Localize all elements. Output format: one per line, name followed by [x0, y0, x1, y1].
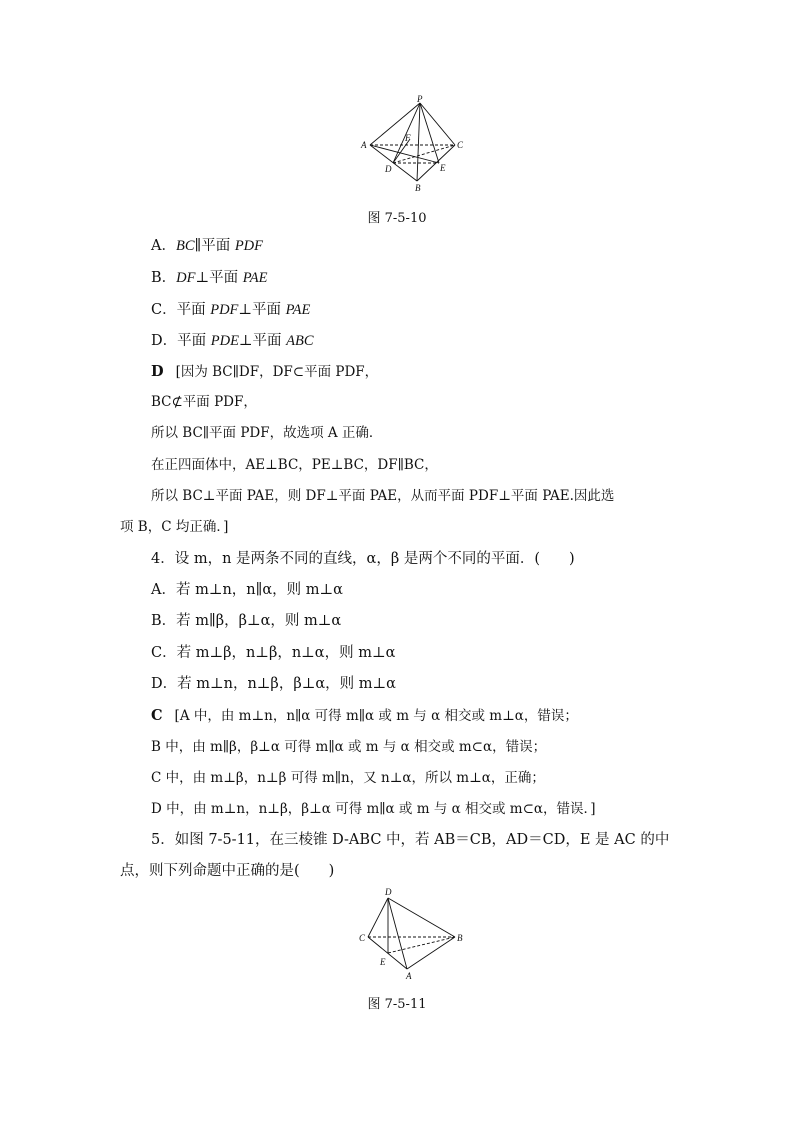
- answer-letter: D: [151, 363, 164, 380]
- explanation-line: BC⊄平面 PDF，: [151, 394, 257, 410]
- edge-AB: [407, 937, 455, 969]
- explanation-line: 在正四面体中，AE⊥BC，PE⊥BC，DF∥BC，: [151, 457, 438, 473]
- edge-DB: [388, 898, 455, 937]
- answer-line: [151, 362, 378, 382]
- figure-7-5-10: [355, 95, 470, 198]
- explanation-line: B 中，由 m∥β，β⊥α 可得 m∥α 或 m 与 α 相交或 m⊂α，错误；: [151, 739, 547, 755]
- edge-EB-hidden: [388, 937, 455, 953]
- figure-caption: 图 7-5-11: [367, 997, 427, 1012]
- option-d: D．若 m⊥n，n⊥β，β⊥α，则 m⊥α: [151, 676, 396, 692]
- edge-PA: [370, 103, 420, 145]
- explanation-line: 所以 BC⊥平面 PAE，则 DF⊥平面 PAE，从而平面 PDF⊥平面 PAE.因此选: [151, 488, 615, 504]
- label-B: B: [457, 933, 463, 943]
- question-5-stem: 点，则下列命题中正确的是( ): [120, 863, 335, 879]
- label-E: E: [440, 163, 446, 173]
- option-a: A．BC∥平面 PDF: [151, 238, 264, 254]
- edge-PB: [417, 103, 420, 181]
- label-A: A: [406, 971, 412, 981]
- explanation-line: [A 中，由 m⊥n，n∥α 可得 m∥α 或 m 与 α 相交或 m⊥α，错误；: [174, 708, 578, 724]
- question-5-stem: 5．如图 7-5-11，在三棱锥 D-ABC 中，若 AB＝CB，AD＝CD，E 是 AC 的中: [151, 832, 670, 848]
- label-A: A: [361, 140, 367, 150]
- figure-caption: 图 7-5-10: [367, 211, 427, 226]
- edge-AE: [370, 145, 439, 163]
- edge-DA: [388, 898, 407, 969]
- figure-7-5-11: [355, 885, 470, 985]
- explanation-line: 项 B，C 均正确．]: [120, 519, 229, 535]
- option-a: A．若 m⊥n，n∥α，则 m⊥α: [151, 582, 343, 598]
- label-B: B: [415, 183, 421, 193]
- option-c: C．若 m⊥β，n⊥β，n⊥α，则 m⊥α: [151, 645, 396, 661]
- edge-CA: [368, 937, 407, 969]
- explanation-line: [因为 BC∥DF，DF⊂平面 PDF，: [175, 364, 379, 380]
- edge-DC: [368, 898, 388, 937]
- explanation-line: 所以 BC∥平面 PDF，故选项 A 正确．: [151, 425, 383, 441]
- answer-letter: C: [151, 707, 163, 724]
- label-C: C: [457, 140, 464, 150]
- explanation-line: C 中，由 m⊥β，n⊥β 可得 m∥n，又 n⊥α，所以 m⊥α，正确；: [151, 770, 545, 786]
- label-D: D: [385, 164, 392, 174]
- label-F: F: [405, 133, 411, 143]
- option-d: D．平面 PDE⊥平面 ABC: [151, 333, 314, 349]
- label-E: E: [380, 957, 386, 967]
- explanation-line: D 中，由 m⊥n，n⊥β，β⊥α 可得 m∥α 或 m 与 α 相交或 m⊂α，错误．]: [151, 801, 596, 817]
- question-4-stem: 4．设 m，n 是两条不同的直线，α，β 是两个不同的平面．( ): [151, 551, 575, 567]
- label-P: P: [417, 95, 423, 104]
- answer-line: [151, 706, 578, 726]
- option-b: B．DF⊥平面 PAE: [151, 270, 268, 286]
- edge-PC: [420, 103, 455, 145]
- option-b: B．若 m∥β，β⊥α，则 m⊥α: [151, 613, 342, 629]
- option-c: C．平面 PDF⊥平面 PAE: [151, 302, 311, 318]
- label-C: C: [359, 933, 366, 943]
- label-D: D: [385, 887, 392, 897]
